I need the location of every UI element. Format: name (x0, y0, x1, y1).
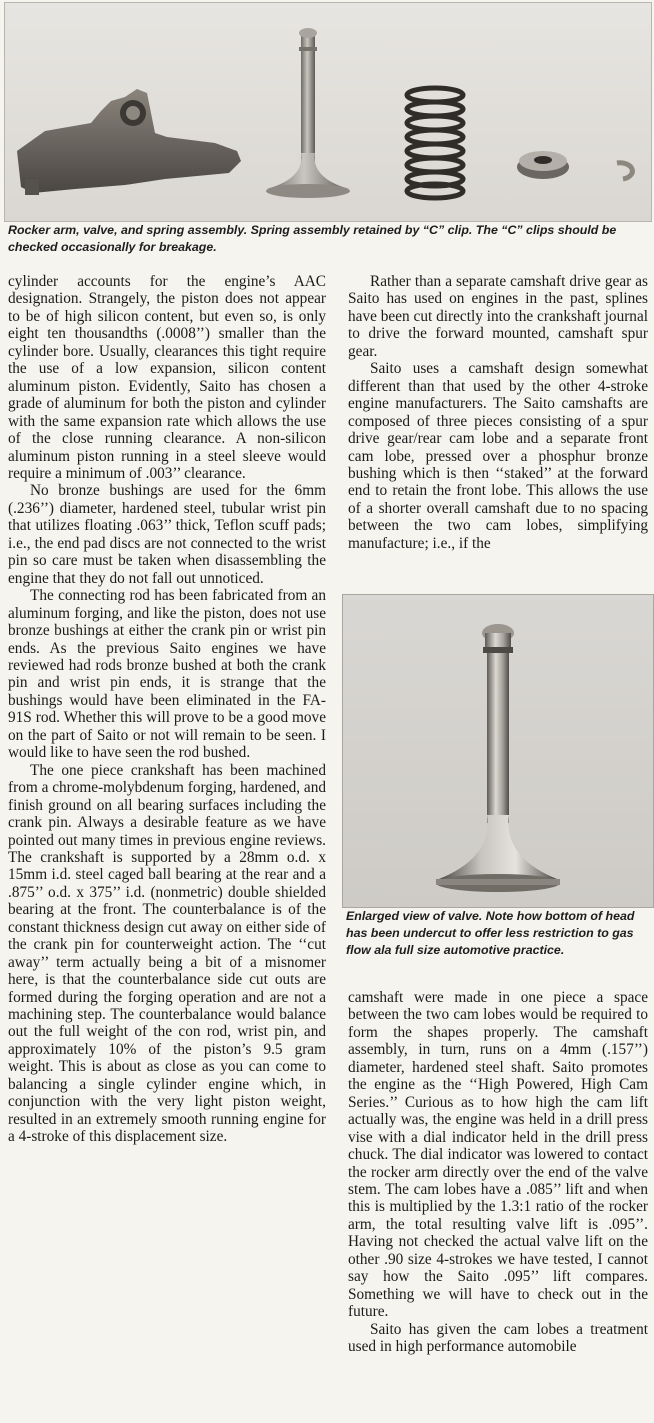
valve-shape (266, 28, 350, 198)
paragraph: The connecting rod has been fabricated from an aluminum forging, and like the piston, does not use bronze bushings at either the crank pin or wrist pin ends. As the previous Saito engines we have reviewed had rods bronze bushed at both the crank pin and wrist pin ends, it is strange that the bushings would have been eliminated in the FA-91S rod. Whether this will prove to be a good move on the part of Saito or not will remain to be seen. I would like to have seen the rod bushed. (8, 587, 326, 762)
article-right-column-bottom (348, 989, 648, 1356)
right-photo-caption: Enlarged view of valve. Note how bottom of head has been undercut to offer less restriction to gas flow ala full size automotive practice. (346, 909, 635, 957)
paragraph: Rather than a separate camshaft drive gear as Saito has used on engines in the past, splines have been cut directly into the crankshaft journal to drive the forward mounted, camshaft spur gear. (348, 273, 648, 360)
top-photo-caption: Rocker arm, valve, and spring assembly. Spring assembly retained by “C” clip. The “C” clips should be checked occasionally for breakage. (8, 223, 617, 254)
spring-shape (407, 88, 463, 198)
article-left-column (8, 273, 326, 1146)
paragraph: No bronze bushings are used for the 6mm (.236’’) diameter, hardened steel, tubular wrist pin that utilizes floating .063’’ thick, Teflon scuff pads; i.e., the end pad discs are not connected to the wrist pin so care must be taken when disassembling the engine that they do not fall out unnoticed. (8, 482, 326, 587)
paragraph: Saito uses a camshaft design somewhat different than that used by the other 4-stroke engine manufacturers. The Saito camshafts are composed of three pieces consisting of a spur drive gear/rear cam lobe and a separate front cam lobe, pressed over a phosphur bronze bushing which is then ‘‘staked’’ at the forward end to retain the front lobe. This allows the use of a shorter overall camshaft due to no spacing between the two cam lobes, simplifying manufacture; i.e., if the (348, 360, 648, 552)
valve-illustration (343, 595, 653, 907)
paragraph: Saito has given the cam lobes a treatment used in high performance automobile (348, 1320, 648, 1356)
assembly-illustration (5, 3, 651, 221)
paragraph: camshaft were made in one piece a space between the two cam lobes would be required to form the shapes properly. The camshaft assembly, in turn, runs on a 4mm (.157’’) diameter, hardened steel shaft. Saito promotes the engine as the ‘‘High Powered, High Cam Series.’’ Curious as to how high the cam lift actually was, the engine was held in a drill press vise with a dial indicator held in the drill press chuck. The dial indicator was lowered to contact the rocker arm directly over the end of the valve stem. The cam lobes have a .085’’ lift and when this is multiplied by the 1.3:1 ratio of the rocker arm, the total resulting valve lift is .095’’. Having not checked the actual valve lift on the other .90 size 4-strokes we have tested, I cannot say how the Saito .095’’ lift compares. Something we will have to check out in the future. (348, 989, 648, 1321)
paragraph: The one piece crankshaft has been machined from a chrome-molybdenum forging, hardened, and finish ground on all bearing surfaces including the crank pin. Always a desirable feature as we have pointed out many times in previous engine reviews. The crankshaft is supported by a 28mm o.d. x 15mm i.d. steel caged ball bearing at the rear and a .875’’ o.d. x 375’’ i.d. (nonmetric) double shielded bearing at the front. The counterbalance is of the constant thickness design cut away on either side of the crank pin for counterweight action. The ‘‘cut away’’ term actually being a bit of a misnomer here, is that the counterbalance side cut outs are formed during the forging operation and are not a machining step. The counterbalance would balance out the full weight of the con rod, wrist pin, and approximately 10% of the piston’s 9.5 gram weight. This is about as close as you can come to balancing a single cylinder engine which, in conjunction with the very light piston weight, resulted in an extremely smooth running engine for a 4-stroke of this displacement size. (8, 761, 326, 1146)
photo-rocker-valve-spring-assembly (4, 2, 652, 222)
c-clip-shape (617, 163, 632, 179)
paragraph: cylinder accounts for the engine’s AAC designation. Strangely, the piston does not appear to be of high silicon content, but even so, is only eight ten thousandths (.0008’’) smaller than the cylinder bore. Usually, clearances this tight require the use of a low expansion, silicon content aluminum piston. Evidently, Saito has chosen a grade of aluminum for both the piston and cylinder with the same expansion rate which allows the use of the close running clearance. A non-silicon aluminum piston running in a steel sleeve would require a minimum of .003’’ clearance. (8, 273, 326, 482)
rocker-arm-shape (17, 89, 241, 195)
photo-enlarged-valve (342, 594, 654, 908)
article-right-column-top (348, 273, 648, 552)
retainer-shape (517, 151, 569, 179)
